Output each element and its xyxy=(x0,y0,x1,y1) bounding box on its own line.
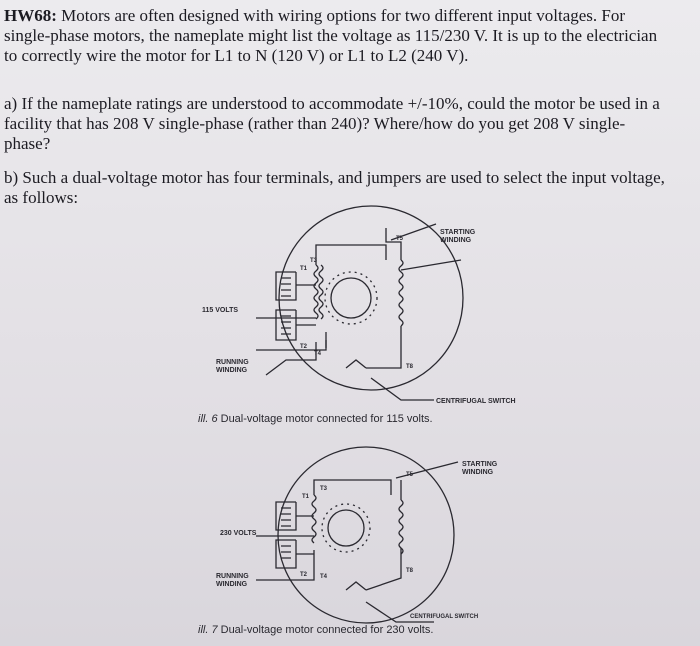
question-a-line-2: facility that has 208 V single-phase (rather than 240)? Where/how do you get 208 V single- xyxy=(4,114,626,133)
motor-housing-circle xyxy=(278,447,454,623)
question-b-line-2: as follows: xyxy=(4,188,79,207)
problem-line-3: to correctly wire the motor for L1 to N (120 V) or L1 to L2 (240 V). xyxy=(4,46,469,65)
terminal-t2-label: T2 xyxy=(300,344,308,350)
question-a-line-3: phase? xyxy=(4,134,51,153)
starting-winding-coil xyxy=(399,500,403,554)
terminal-t3-label: T3 xyxy=(310,258,318,264)
rotor xyxy=(322,504,370,552)
problem-statement xyxy=(4,6,694,66)
starting-winding-label-2: WINDING xyxy=(440,237,472,244)
terminal-t1-label: T1 xyxy=(302,494,310,500)
terminal-t4-label: T4 xyxy=(314,351,322,357)
running-winding-label-2: WINDING xyxy=(216,367,248,374)
question-a-line-1: a) If the nameplate ratings are understood to accommodate +/-10%, could the motor be used in a xyxy=(4,94,660,113)
starting-winding-label-1: STARTING xyxy=(462,461,498,468)
terminal-t5-label: T5 xyxy=(396,236,404,242)
wiring-diagram-115v xyxy=(196,200,516,430)
wiring-diagram-230v-svg xyxy=(196,440,516,625)
voltage-label-230: 230 VOLTS xyxy=(220,530,257,537)
problem-line-1: HW68: Motors are often designed with wiring options for two different input voltages. For xyxy=(4,6,626,25)
question-a xyxy=(4,94,694,154)
running-winding-label-1: RUNNING xyxy=(216,573,249,580)
running-winding-label-1: RUNNING xyxy=(216,359,249,366)
starting-winding-label-2: WINDING xyxy=(462,469,494,476)
running-winding-coil-1 xyxy=(314,265,318,319)
terminal-t1-label: T1 xyxy=(300,266,308,272)
terminal-t8-label: T8 xyxy=(406,364,414,370)
starting-winding-label-1: STARTING xyxy=(440,229,476,236)
figure-caption-2: ill. 7 Dual-voltage motor connected for 230 volts. xyxy=(198,624,434,636)
problem-line-2: single-phase motors, the nameplate might list the voltage as 115/230 V. It is up to the electrician xyxy=(4,26,658,45)
terminal-t3-label: T3 xyxy=(320,486,328,492)
wiring-diagram-115v-svg xyxy=(196,200,516,415)
question-b-line-1: b) Such a dual-voltage motor has four terminals, and jumpers are used to select the input voltage, xyxy=(4,168,665,187)
centrifugal-switch-label: CENTRIFUGAL SWITCH xyxy=(436,398,516,405)
rotor xyxy=(325,272,377,324)
running-winding-label-2: WINDING xyxy=(216,581,248,588)
terminal-t2-label: T2 xyxy=(300,572,308,578)
voltage-label-115: 115 VOLTS xyxy=(202,307,239,314)
terminal-t8-label: T8 xyxy=(406,568,414,574)
terminal-t4-label: T4 xyxy=(320,574,328,580)
centrifugal-switch-label: CENTRIFUGAL SWITCH xyxy=(410,614,479,620)
terminal-t5-label: T5 xyxy=(406,472,414,478)
wiring-diagram-230v xyxy=(196,440,516,640)
homework-label: HW68: xyxy=(4,6,57,25)
figure-caption-1: ill. 6 Dual-voltage motor connected for 115 volts. xyxy=(198,413,433,425)
